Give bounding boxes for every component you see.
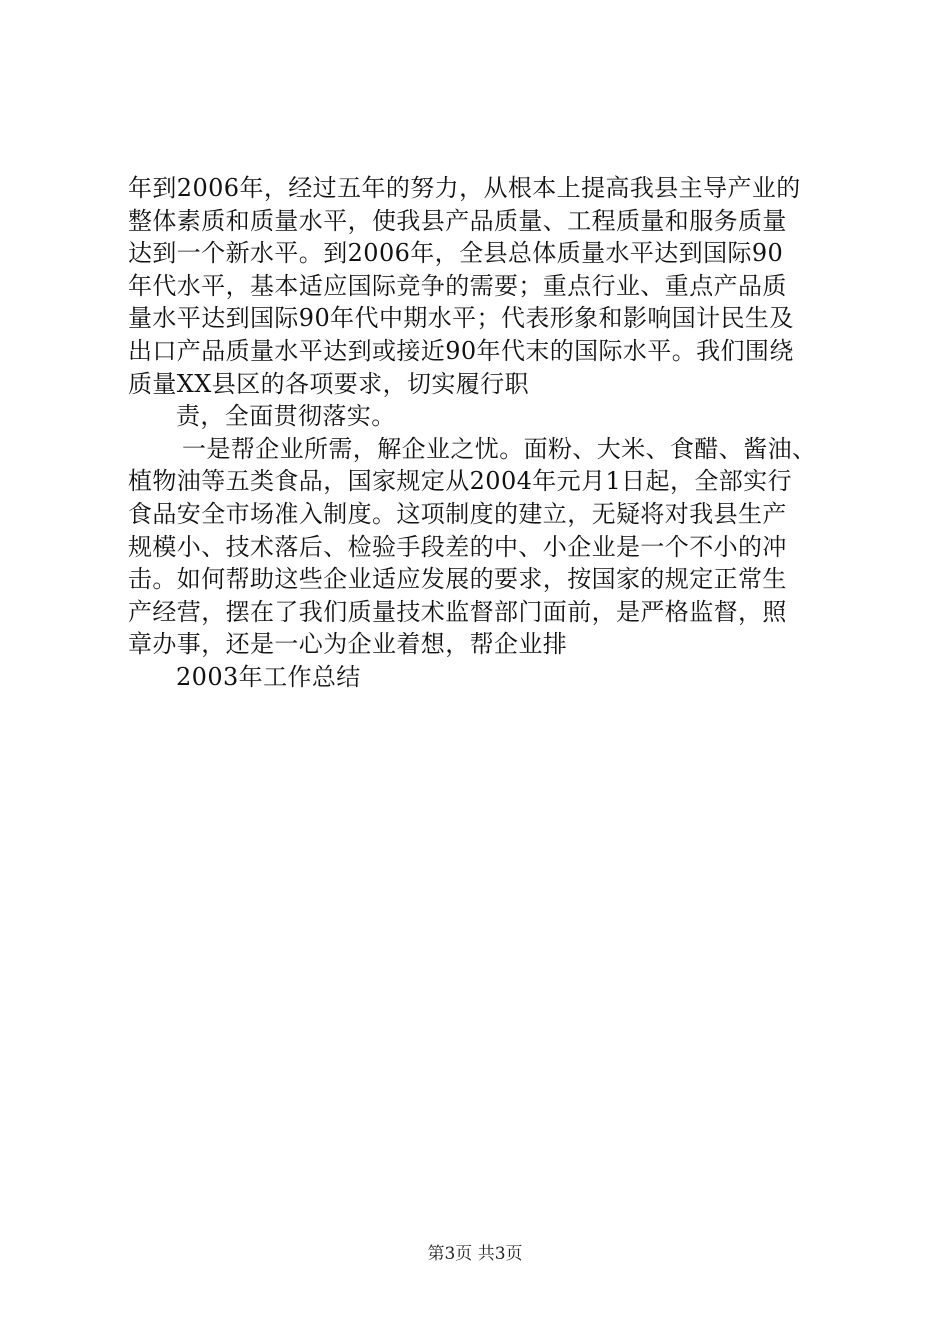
text-line: 年代水平，基本适应国际竞争的需要；重点行业、重点产品质: [128, 271, 787, 300]
text-line: 量水平达到国际90年代中期水平；代表形象和影响国计民生及: [128, 304, 794, 333]
text-line: 2003年工作总结: [176, 662, 361, 691]
text-line: 产经营，摆在了我们质量技术监督部门面前，是严格监督，照: [128, 597, 787, 626]
text-line: 整体素质和质量水平，使我县产品质量、工程质量和服务质量: [128, 206, 787, 235]
text-line: 植物油等五类食品，国家规定从2004年元月1日起，全部实行: [128, 467, 792, 496]
text-line: 一是帮企业所需，解企业之忧。面粉、大米、食醋、酱油、: [182, 434, 817, 463]
page-number-footer: 第3页 共3页: [427, 1244, 523, 1264]
text-line: 食品安全市场准入制度。这项制度的建立，无疑将对我县生产: [128, 499, 787, 528]
text-line: 出口产品质量水平达到或接近90年代末的国际水平。我们围绕: [128, 336, 794, 365]
text-line: 达到一个新水平。到2006年，全县总体质量水平达到国际90: [128, 239, 784, 268]
text-line: 击。如何帮助这些企业适应发展的要求，按国家的规定正常生: [128, 565, 787, 594]
text-line: 责，全面贯彻落实。: [176, 402, 396, 431]
text-line: 规模小、技术落后、检验手段差的中、小企业是一个不小的冲: [128, 532, 787, 561]
text-line: 年到2006年，经过五年的努力，从根本上提高我县主导产业的: [128, 174, 801, 202]
text-line: 章办事，还是一心为企业着想，帮企业排: [128, 630, 568, 659]
document-body: [128, 172, 838, 694]
text-line: 质量XX县区的各项要求，切实履行职: [128, 369, 529, 398]
